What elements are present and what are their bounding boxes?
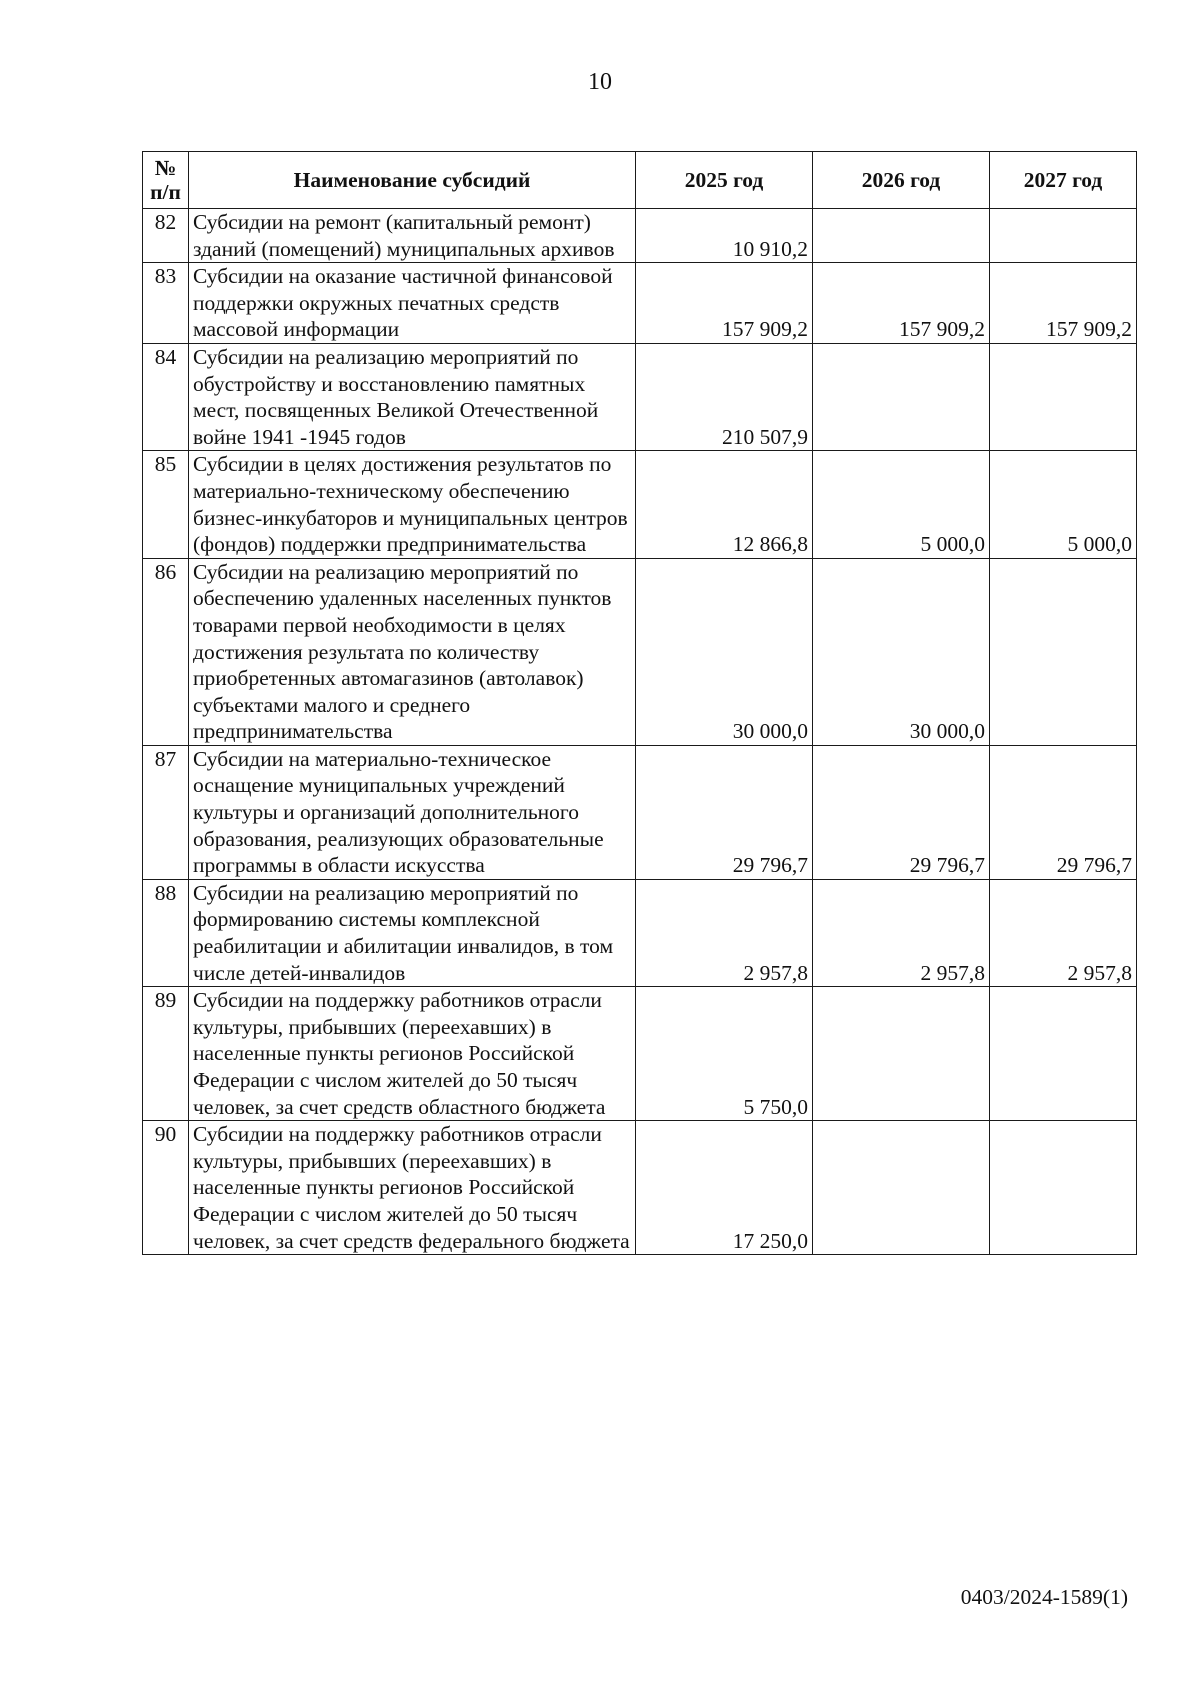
header-name: Наименование субсидий xyxy=(189,152,636,209)
row-value-2027 xyxy=(990,209,1137,263)
row-number: 87 xyxy=(143,745,189,879)
row-number: 83 xyxy=(143,263,189,344)
row-value-2027 xyxy=(990,558,1137,745)
row-value-2026 xyxy=(813,987,990,1121)
table-row xyxy=(143,987,1137,1121)
row-value-2026: 2 957,8 xyxy=(813,879,990,986)
row-name: Субсидии на оказание частичной финансовой поддержки окружных печатных средств массовой информации xyxy=(189,263,636,344)
row-number: 84 xyxy=(143,343,189,450)
row-value-2025: 157 909,2 xyxy=(636,263,813,344)
row-value-2026: 157 909,2 xyxy=(813,263,990,344)
subsidies-table xyxy=(142,151,1137,1255)
table-row xyxy=(143,879,1137,986)
row-number: 90 xyxy=(143,1121,189,1255)
table-row xyxy=(143,343,1137,450)
row-value-2025: 10 910,2 xyxy=(636,209,813,263)
row-value-2027: 157 909,2 xyxy=(990,263,1137,344)
row-value-2026: 30 000,0 xyxy=(813,558,990,745)
row-value-2026: 29 796,7 xyxy=(813,745,990,879)
row-value-2027: 5 000,0 xyxy=(990,451,1137,558)
row-number: 86 xyxy=(143,558,189,745)
row-value-2027: 2 957,8 xyxy=(990,879,1137,986)
header-number-abbr: п/п xyxy=(150,180,181,204)
document-code: 0403/2024-1589(1) xyxy=(960,1585,1128,1609)
row-name: Субсидии на ремонт (капитальный ремонт) зданий (помещений) муниципальных архивов xyxy=(189,209,636,263)
row-number: 89 xyxy=(143,987,189,1121)
row-value-2027 xyxy=(990,1121,1137,1255)
row-value-2026: 5 000,0 xyxy=(813,451,990,558)
row-name: Субсидии на реализацию мероприятий по обустройству и восстановлению памятных мест, посвященных Великой Отечественной войне 1941 -1945 годов xyxy=(189,343,636,450)
row-value-2027 xyxy=(990,343,1137,450)
table-row xyxy=(143,558,1137,745)
page-number: 10 xyxy=(588,69,612,95)
row-name: Субсидии в целях достижения результатов по материально-техническому обеспечению бизнес-инкубаторов и муниципальных центров (фондов) поддержки предпринимательства xyxy=(189,451,636,558)
table-row xyxy=(143,745,1137,879)
row-number: 82 xyxy=(143,209,189,263)
row-name: Субсидии на реализацию мероприятий по обеспечению удаленных населенных пунктов товарами первой необходимости в целях достижения результата по количеству приобретенных автомагазинов (автолавок) субъектами малого и среднего предпринимательства xyxy=(189,558,636,745)
header-2026: 2026 год xyxy=(813,152,990,209)
row-value-2025: 5 750,0 xyxy=(636,987,813,1121)
row-value-2025: 12 866,8 xyxy=(636,451,813,558)
row-value-2025: 30 000,0 xyxy=(636,558,813,745)
row-value-2026 xyxy=(813,1121,990,1255)
row-name: Субсидии на поддержку работников отрасли культуры, прибывших (переехавших) в населенные пункты регионов Российской Федерации с числом жителей до 50 тысяч человек, за счет средств федерального бюджета xyxy=(189,1121,636,1255)
row-number: 88 xyxy=(143,879,189,986)
table-row xyxy=(143,263,1137,344)
row-value-2026 xyxy=(813,343,990,450)
row-value-2026 xyxy=(813,209,990,263)
table-row xyxy=(143,451,1137,558)
row-value-2025: 2 957,8 xyxy=(636,879,813,986)
row-value-2025: 210 507,9 xyxy=(636,343,813,450)
row-name: Субсидии на поддержку работников отрасли культуры, прибывших (переехавших) в населенные пункты регионов Российской Федерации с числом жителей до 50 тысяч человек, за счет средств областного бюджета xyxy=(189,987,636,1121)
table-header-row xyxy=(143,152,1137,209)
table-row xyxy=(143,1121,1137,1255)
row-value-2027: 29 796,7 xyxy=(990,745,1137,879)
row-name: Субсидии на реализацию мероприятий по формированию системы комплексной реабилитации и абилитации инвалидов, в том числе детей-инвалидов xyxy=(189,879,636,986)
row-name: Субсидии на материально-техническое оснащение муниципальных учреждений культуры и организаций дополнительного образования, реализующих образовательные программы в области искусства xyxy=(189,745,636,879)
row-value-2025: 29 796,7 xyxy=(636,745,813,879)
row-value-2025: 17 250,0 xyxy=(636,1121,813,1255)
row-value-2027 xyxy=(990,987,1137,1121)
row-number: 85 xyxy=(143,451,189,558)
header-2027: 2027 год xyxy=(990,152,1137,209)
header-number xyxy=(143,152,189,209)
header-number-sign: № xyxy=(154,156,177,180)
header-2025: 2025 год xyxy=(636,152,813,209)
table-row xyxy=(143,209,1137,263)
